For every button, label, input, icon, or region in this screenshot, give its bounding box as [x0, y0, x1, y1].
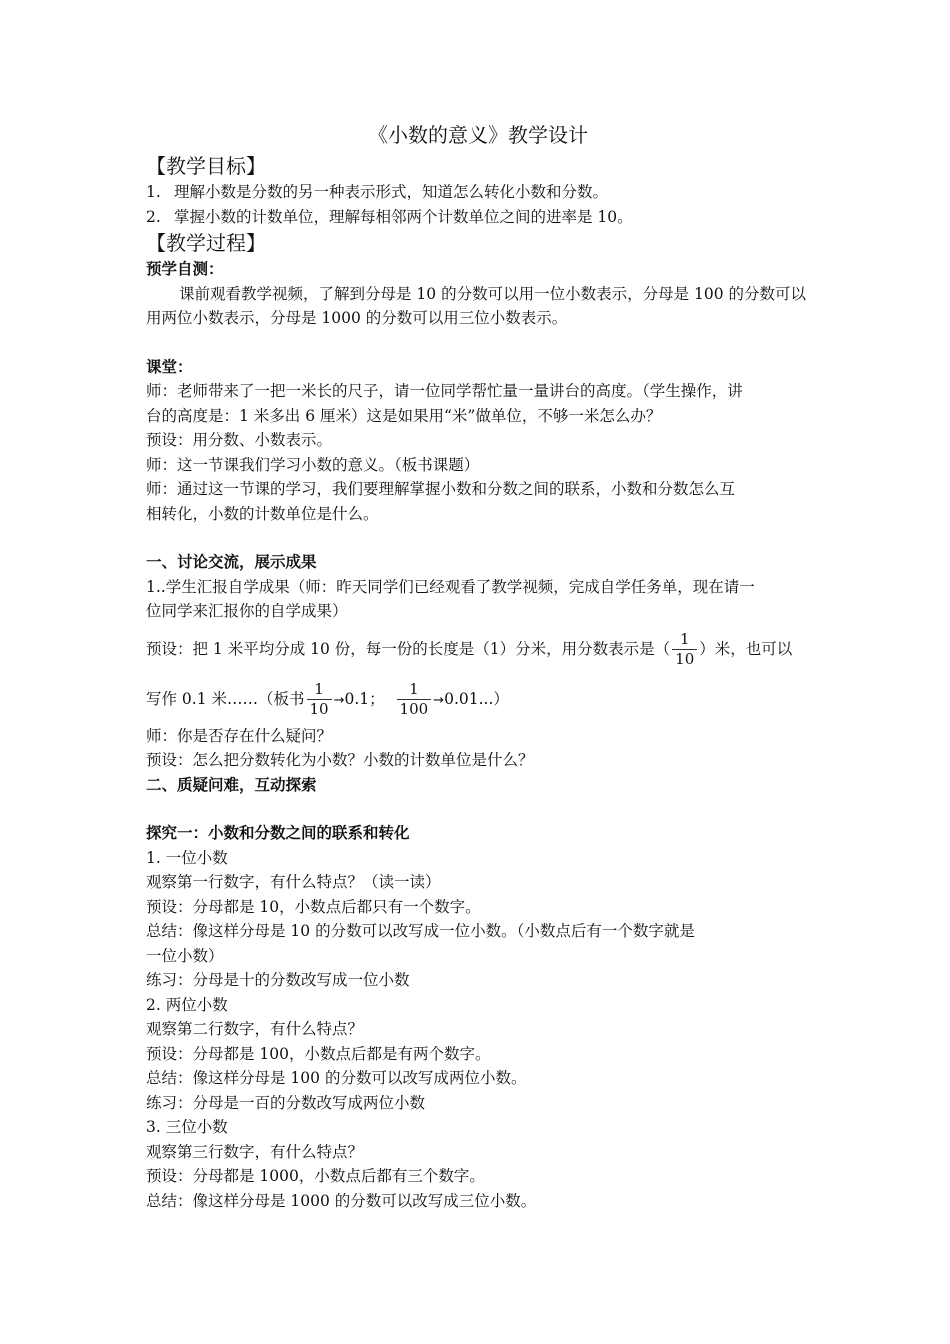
sec1-tail-line: 预设：怎么把分数转化为小数？小数的计数单位是什么？	[146, 751, 534, 769]
goal-heading: 【教学目标】	[146, 154, 266, 178]
board-writing-line: 写作 0.1 米……（板书 $\frac{1}{10}$ →0.1； $\frac{1}{100}$ →0.01...）	[146, 680, 509, 718]
section-heading-2: 二、质疑问难，互动探索	[146, 774, 317, 794]
class-line: 师：老师带来了一把一米长的尺子，请一位同学帮忙量一量讲台的高度。（学生操作，讲	[146, 382, 743, 400]
document-title: 《小数的意义》教学设计	[368, 123, 588, 147]
explore-line: 预设：分母都是 1000，小数点后都有三个数字。	[146, 1167, 485, 1185]
sec1-tail-line: 师：你是否存在什么疑问？	[146, 726, 333, 745]
explore-line: 总结：像这样分母是 1000 的分数可以改写成三位小数。	[146, 1191, 537, 1210]
section-heading-1: 一、讨论交流，展示成果	[146, 552, 317, 571]
goal-item: 1. 理解小数是分数的另一种表示形式，知道怎么转化小数和分数。	[146, 183, 609, 201]
explore-line: 一位小数）	[146, 946, 224, 965]
explore-line: 练习：分母是一百的分数改写成两位小数	[146, 1093, 426, 1112]
explore-line: 1. 一位小数	[146, 848, 228, 867]
preview-label: 预学自测：	[146, 259, 224, 278]
explore-line: 观察第三行数字，有什么特点？	[146, 1142, 364, 1161]
explore-heading: 探究一：小数和分数之间的联系和转化	[146, 823, 410, 842]
explore-line: 观察第二行数字，有什么特点？	[146, 1020, 364, 1038]
explore-line: 总结：像这样分母是 10 的分数可以改写成一位小数。（小数点后有一个数字就是	[146, 922, 695, 940]
arrow-icon: →	[333, 692, 345, 708]
sec1-line: 1..学生汇报自学成果（师：昨天同学们已经观看了教学视频，完成自学任务单，现在请一	[146, 577, 755, 596]
document-page	[146, 118, 810, 1213]
class-line: 台的高度是：1 米多出 6 厘米）这是如果用“米”做单位，不够一米怎么办？	[146, 406, 662, 425]
process-heading: 【教学过程】	[146, 231, 266, 255]
goal-item: 2. 掌握小数的计数单位，理解每相邻两个计数单位之间的进率是 10。	[146, 207, 633, 226]
explore-line: 总结：像这样分母是 100 的分数可以改写成两位小数。	[146, 1069, 527, 1087]
sec1-line: 位同学来汇报你的自学成果）	[146, 602, 348, 620]
spacer	[146, 331, 810, 355]
class-line: 相转化，小数的计数单位是什么。	[146, 504, 379, 523]
explore-line: 预设：分母都是 10，小数点后都只有一个数字。	[146, 897, 481, 916]
explore-line: 练习：分母是十的分数改写成一位小数	[146, 971, 410, 989]
class-line: 师：这一节课我们学习小数的意义。（板书课题）	[146, 455, 480, 474]
explore-line: 2. 两位小数	[146, 995, 228, 1014]
spacer	[146, 797, 810, 821]
explore-line: 3. 三位小数	[146, 1118, 228, 1136]
class-line: 师：通过这一节课的学习，我们要理解掌握小数和分数之间的联系，小数和分数怎么互	[146, 480, 736, 498]
explore-line: 预设：分母都是 100，小数点后都是有两个数字。	[146, 1044, 491, 1063]
fraction: $\frac{1}{10}$	[307, 680, 332, 719]
spacer	[146, 526, 810, 550]
fraction: $\frac{1}{10}$	[672, 630, 697, 669]
fraction: $\frac{1}{100}$	[397, 680, 432, 719]
preview-text: 课前观看教学视频，了解到分母是 10 的分数可以用一位小数表示，分母是 100 的分数可以用两位小数表示，分母是 1000 的分数可以用三位小数表示。	[146, 284, 807, 327]
class-line: 预设：用分数、小数表示。	[146, 431, 333, 449]
preset-fraction-line: 预设：把 1 米平均分成 10 份，每一份的长度是（1）分米，用分数表示是（ $\frac{1}{10}$ ）米，也可以	[146, 630, 793, 668]
arrow-icon: →	[433, 692, 445, 708]
class-label: 课堂：	[146, 356, 193, 376]
explore-line: 观察第一行数字，有什么特点？（读一读）	[146, 873, 441, 891]
